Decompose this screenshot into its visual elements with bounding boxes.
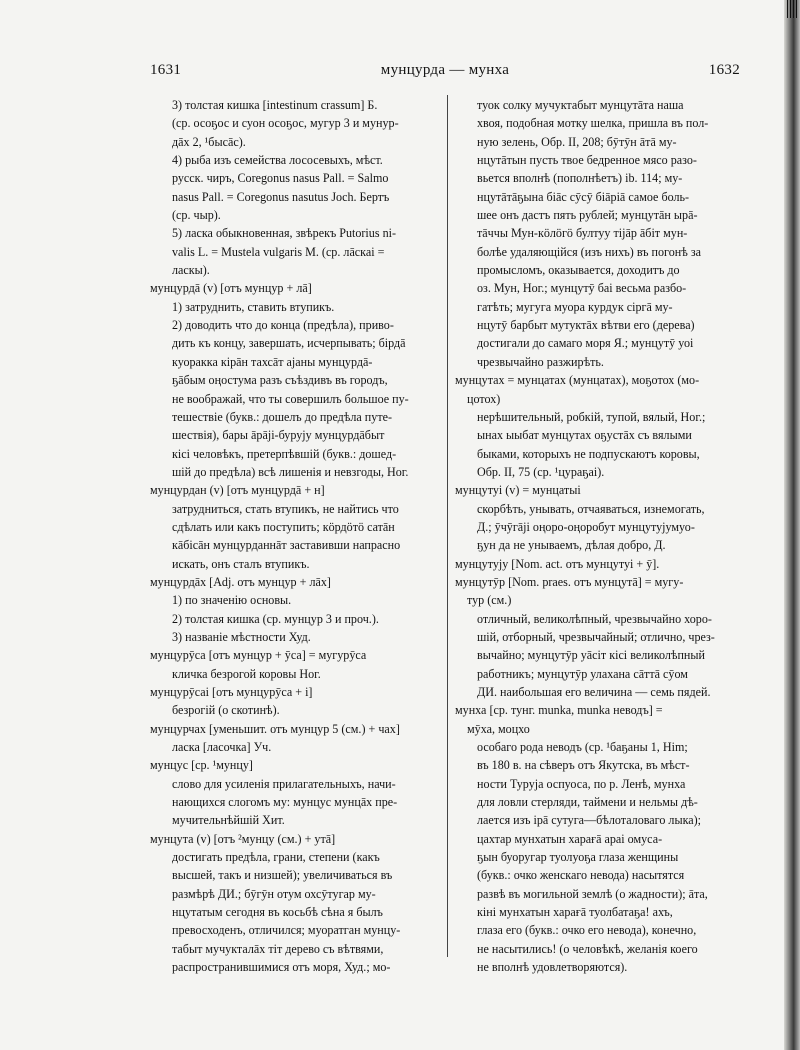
entry-text-line: ынах ыыбат мунцутах оҕустāх съ вялыми [477, 428, 692, 443]
entry-headword-line: мунцурдāх [Adj. отъ мунцур + лāх] [150, 574, 331, 589]
entry-text-line: цотох) [467, 391, 501, 406]
entry-headword-line: мунцутуі (v) = мунцатыі [455, 483, 581, 498]
entry-text-line: тешествіе (букв.: дошелъ до предѣла путе- [172, 409, 392, 424]
entry-text-line: (букв.: очко женскаго невода) насытятся [477, 868, 685, 883]
entry-text-line: Обр. II, 75 (ср. ¹цураҕаі). [477, 464, 605, 479]
entry-text-line: размѣрѣ ДИ.; бӯгӯн отум охсӯтугар му- [172, 886, 376, 901]
entry-headword-line: мунцута (v) [отъ ²мунцу (см.) + утā] [150, 831, 336, 846]
entry-headword-line: мунцурӯсаі [отъ мунцурӯса + і] [150, 685, 313, 699]
entry-text-line: развѣ въ могильной землѣ (о жадности); āта, [477, 886, 708, 901]
entry-text-line: превосходенъ, отличился; муоратган мунцу- [172, 923, 401, 938]
entry-text-line: вьется вполнѣ (пополнѣетъ) ib. 114; му- [477, 171, 683, 186]
entry-text-line: не воображай, что ты совершилъ большое пу- [172, 391, 409, 406]
entry-text-line: чрезвычайно разжирѣть. [477, 354, 604, 369]
entry-text-line: ности Туруjа оспуоса, по р. Ленѣ, мунха [477, 776, 686, 791]
entry-text-line: ласкы). [172, 263, 210, 278]
entry-text-line: шее онъ дастъ пять рублей; мунцутāн ырā- [477, 208, 698, 223]
entry-headword-line: мунцурдан (v) [отъ мунцурдā + н] [150, 483, 325, 498]
entry-text-line: ҕāбым оңостума разъ съѣздивъ въ городъ, [172, 373, 388, 388]
entry-text-line: промысломъ, оказывается, доходитъ до [477, 263, 680, 278]
entry-text-line: отличный, великолѣпный, чрезвычайно хоро- [477, 611, 712, 626]
entry-text-line: дить къ концу, завершать, исчерпывать; бірдā [172, 336, 406, 351]
left-column [150, 96, 438, 977]
entry-text-line: глаза его (букв.: очко его невода), конечно, [477, 923, 697, 938]
entry-text-line: затрудниться, стать втупикъ, не найтись что [172, 501, 399, 516]
entry-text-line: шій до предѣла) всѣ лишенія и невзгоды, Ног. [172, 464, 409, 479]
entry-headword-line: мунха [ср. тунг. munka, munka неводъ] = [455, 703, 663, 718]
running-header [150, 62, 740, 84]
entry-text-line: слово для усиленія прилагательныхъ, начи- [172, 776, 396, 791]
entry-text-line: 5) ласка обыкновенная, звѣрекъ Putorius ni- [172, 226, 396, 241]
entry-text-line: кіні мунхатын харағā туолбатаҕа! ахъ, [477, 905, 673, 920]
entry-text-line: valis L. = Mustela vulgaris M. (ср. лāскаі = [172, 244, 385, 259]
entry-text-line: 1) по значенію основы. [172, 593, 292, 608]
entry-text-line: нцутāтын пусть твое бедренное мясо разо- [477, 153, 697, 168]
book-edge [784, 0, 800, 1050]
entry-text-line: дāх 2, ¹быcāс). [172, 134, 246, 149]
entry-text-line: оз. Мун, Ног.; мунцутӯ баі весьма разбо- [477, 281, 687, 296]
entry-text-line: распространившимися отъ моря, Худ.; мо- [172, 960, 391, 975]
right-column [455, 96, 740, 977]
entry-text-line: ную зелень, Обр. II, 208; бӯтӯн āтā му- [477, 134, 677, 149]
entry-text-line: (ср. чыр). [172, 208, 221, 223]
entry-headword-line: мунцурчах [уменьшит. отъ мунцур 5 (см.) + чах] [150, 721, 400, 736]
entry-text-line: табыт мучукталāх тіт дерево съ вѣтвями, [172, 941, 384, 956]
entry-text-line: не вполнѣ удовлетворяются). [477, 960, 628, 975]
entry-text-line: ҕын буоругар туолуоҕа глаза женщины [477, 850, 679, 865]
entry-text-line: достигать предѣла, грани, степени (какъ [172, 850, 380, 865]
entry-text-line: 2) толстая кишка (ср. мунцур 3 и проч.). [172, 611, 379, 626]
entry-headword-line: мунцутуjу [Nom. act. отъ мунцутуі + ӯ]. [455, 556, 660, 571]
entry-headword-line: мунцутах = мунцатах (мунцатах), моҕотох (мо- [455, 373, 700, 388]
entry-text-line: лается изъ ірā сутуга—бѣлоталоваго лыка); [477, 813, 702, 828]
page-number-right: 1632 [708, 62, 740, 78]
entry-text-line: 4) рыба изъ семейства лососевыхъ, мѣст. [172, 153, 383, 168]
entry-text-line: 3) названіе мѣстности Худ. [172, 629, 311, 644]
entry-text-line: болѣе удаляющійся (изъ нихъ) въ погонѣ за [477, 244, 701, 259]
entry-text-line: тāччы Мун-кӧлӧгӧ бултуу тіjāр āбіт мун- [477, 226, 688, 241]
entry-text-line: кличка безрогой коровы Ног. [172, 666, 321, 681]
page-number-left: 1631 [150, 62, 182, 78]
entry-headword-line: мунцурӯса [отъ мунцур + ӯса] = мугурӯса [150, 648, 367, 663]
entry-text-line: хвоя, подобная мотку шелка, пришла въ пол- [477, 116, 709, 131]
entry-text-line: въ 180 в. на сѣверъ отъ Якутска, въ мѣст- [477, 758, 690, 773]
entry-text-line: кісі человѣкъ, претерпѣвшій (букв.: дошед- [172, 446, 397, 461]
entry-text-line: нерѣшительный, робкій, тупой, вялый, Ног.; [477, 409, 706, 424]
entry-text-line: вычайно; мунцутӯр уāсіт кісі великолѣпный [477, 648, 705, 663]
entry-text-line: (ср. осоҕос и суон осоҕос, мугур 3 и мунур- [172, 116, 399, 131]
running-title: мунцурда — мунха [380, 62, 510, 78]
entry-text-line: высшей, такъ и низшей); увеличиваться въ [172, 868, 393, 883]
entry-text-line: безрогій (о скотинѣ). [172, 703, 280, 718]
entry-text-line: мучительнѣйшій Хит. [172, 813, 285, 828]
entry-text-line: скорбѣть, унывать, отчаяваться, изнемогать, [477, 501, 705, 516]
entry-headword-line: мунцутӯр [Nom. praes. отъ мунцутā] = мугу- [455, 574, 684, 589]
entry-text-line: особаго рода неводъ (ср. ¹баҕаны 1, Ніm; [477, 740, 688, 755]
entry-text-line: ҕун да не унываемъ, дѣлая добро, Д. [477, 538, 666, 553]
entry-text-line: нающихся слогомъ му: мунцус мунцāх пре- [172, 795, 398, 810]
entry-text-line: нцутатым сегодня въ косьбѣ сѣна я былъ [172, 905, 383, 920]
entry-text-line: 3) толстая кишка [intestinum crassum] Б. [172, 98, 378, 112]
entry-headword-line: мунцус [ср. ¹мунцу] [150, 758, 253, 773]
entry-text-line: nasus Pall. = Coregonus nasutus Joch. Бертъ [172, 189, 390, 204]
entry-text-line: русск. чиръ, Coregonus nasus Pall. = Salmo [172, 171, 389, 186]
entry-text-line: не насытились! (о человѣкѣ, желанія коего [477, 941, 698, 956]
entry-text-line: работникъ; мунцутӯр улахана сāттā сӯом [477, 666, 688, 681]
entry-text-line: шій, отборный, чрезвычайный; отлично, чрез- [477, 629, 715, 644]
entry-text-line: цахтар мунхатын харағā араі омуса- [477, 831, 663, 846]
entry-text-line: нцутӯ барбыт мутуктāх вѣтви его (дерева) [477, 318, 695, 333]
entry-text-line: туок солку мучуктабыт мунцутāта наша [477, 98, 684, 112]
entry-text-line: мӯха, моцхо [467, 721, 530, 736]
entry-text-line: шествія), бары āрāji-буруjу мунцурдāбыт [172, 428, 385, 443]
entry-text-line: искать, онъ сталъ втупикъ. [172, 556, 310, 571]
edge-marks [787, 0, 797, 18]
entry-text-line: нцутāтāҕына біāс сӯсӯ біāріā самое боль- [477, 189, 690, 204]
entry-headword-line: мунцурдā (v) [отъ мунцур + лā] [150, 281, 312, 296]
entry-text-line: тур (см.) [467, 593, 512, 608]
entry-text-line: ДИ. наибольшая его величина — семь пядей. [477, 685, 711, 699]
entry-text-line: быками, которыхъ не подпускаютъ коровы, [477, 446, 700, 461]
entry-text-line: кāбісāн мунцурданнāт заставивши напрасно [172, 538, 401, 553]
entry-text-line: достигали до самаго моря Я.; мунцутӯ уоі [477, 336, 694, 351]
column-divider [447, 95, 448, 957]
entry-text-line: 1) затруднить, ставить втупикъ. [172, 299, 335, 314]
entry-text-line: куоракка кірāн тахсāт аjаны мунцурдā- [172, 354, 373, 369]
entry-text-line: Д.; ӯчӯгājі оңоро-оңоробут мунцутуjумуо- [477, 519, 695, 534]
entry-text-line: сдѣлать или какъ поступить; кöрдöтö сатāн [172, 519, 395, 534]
entry-text-line: гатѣть; мугуга муора курдук сіргā му- [477, 299, 673, 314]
entry-text-line: 2) доводить что до конца (предѣла), приво- [172, 318, 394, 333]
entry-text-line: ласка [ласочка] Уч. [172, 740, 272, 755]
entry-text-line: для ловли стерляди, таймени и нельмы дѣ- [477, 795, 698, 810]
